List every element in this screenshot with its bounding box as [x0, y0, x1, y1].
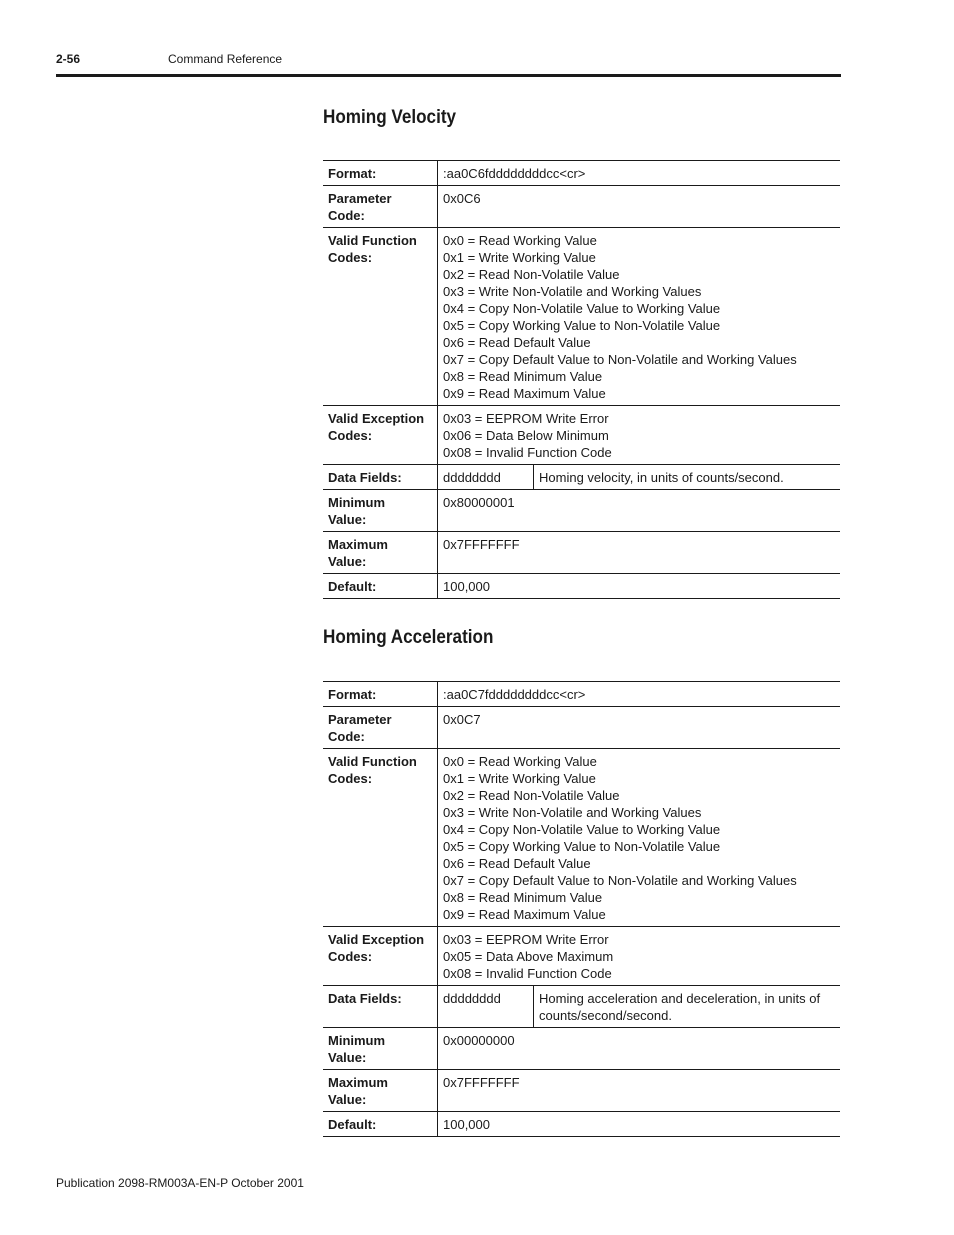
label-valid-function-codes: [323, 228, 438, 406]
publication-footer: Publication 2098-RM003A-EN-P October 2001: [56, 1176, 304, 1190]
exception-code-item: 0x03 = EEPROM Write Error: [443, 932, 609, 947]
function-code-item: 0x6 = Read Default Value: [443, 856, 591, 871]
label-format: Format:: [323, 682, 438, 707]
table-row-minimum-value: [323, 1028, 840, 1070]
label-line: Value:: [328, 1050, 367, 1065]
value-format: :aa0C7fddddddddcc<cr>: [438, 682, 841, 707]
function-code-item: 0x9 = Read Maximum Value: [443, 386, 606, 401]
table-row-valid-function-codes: [323, 228, 840, 406]
data-field-description: Homing acceleration and deceleration, in units of counts/second/second.: [534, 986, 841, 1028]
label-parameter-code: [323, 707, 438, 749]
label-line: Valid Function: [328, 754, 417, 769]
label-maximum-value: [323, 532, 438, 574]
function-code-item: 0x3 = Write Non-Volatile and Working Values: [443, 284, 702, 299]
table-row-maximum-value: [323, 1070, 840, 1112]
function-code-item: 0x4 = Copy Non-Volatile Value to Working Value: [443, 301, 721, 316]
label-line: Maximum: [328, 1075, 388, 1090]
function-code-item: 0x2 = Read Non-Volatile Value: [443, 788, 620, 803]
label-line: Codes:: [328, 949, 373, 964]
data-field-value: dddddddd: [438, 465, 534, 490]
table-row-valid-exception-codes: [323, 406, 840, 465]
table-row-maximum-value: [323, 532, 840, 574]
data-field-value: dddddddd: [438, 986, 534, 1028]
exception-code-item: 0x06 = Data Below Minimum: [443, 428, 609, 443]
data-field-description: Homing velocity, in units of counts/second.: [534, 465, 841, 490]
label-line: Code:: [328, 208, 365, 223]
function-code-item: 0x8 = Read Minimum Value: [443, 890, 603, 905]
label-parameter-code: [323, 186, 438, 228]
table-row-valid-exception-codes: [323, 927, 840, 986]
function-code-item: 0x5 = Copy Working Value to Non-Volatile Value: [443, 318, 721, 333]
function-code-item: 0x7 = Copy Default Value to Non-Volatile and Working Values: [443, 873, 797, 888]
table-row-format: [323, 682, 840, 707]
label-line: Codes:: [328, 250, 373, 265]
label-line: Maximum: [328, 537, 388, 552]
function-code-item: 0x0 = Read Working Value: [443, 233, 597, 248]
value-valid-function-codes: [438, 749, 841, 927]
value-valid-exception-codes: [438, 927, 841, 986]
table-row-parameter-code: [323, 707, 840, 749]
table-row-minimum-value: [323, 490, 840, 532]
function-code-item: 0x9 = Read Maximum Value: [443, 907, 606, 922]
section-heading-homing-acceleration: Homing Acceleration: [323, 627, 494, 648]
exception-code-item: 0x03 = EEPROM Write Error: [443, 411, 609, 426]
value-maximum-value: 0x7FFFFFFF: [438, 1070, 841, 1112]
label-line: Codes:: [328, 428, 373, 443]
parameter-table-homing-acceleration: [323, 681, 840, 1137]
value-maximum-value: 0x7FFFFFFF: [438, 532, 841, 574]
label-line: Code:: [328, 729, 365, 744]
label-line: Value:: [328, 512, 367, 527]
exception-code-item: 0x05 = Data Above Maximum: [443, 949, 614, 964]
label-line: Valid Function: [328, 233, 417, 248]
exception-code-item: 0x08 = Invalid Function Code: [443, 966, 612, 981]
value-valid-function-codes: [438, 228, 841, 406]
label-minimum-value: [323, 1028, 438, 1070]
label-valid-exception-codes: [323, 406, 438, 465]
value-parameter-code: 0x0C7: [438, 707, 841, 749]
value-minimum-value: 0x00000000: [438, 1028, 841, 1070]
label-data-fields: Data Fields:: [323, 986, 438, 1028]
function-code-item: 0x1 = Write Working Value: [443, 250, 596, 265]
function-code-item: 0x0 = Read Working Value: [443, 754, 597, 769]
function-code-item: 0x3 = Write Non-Volatile and Working Values: [443, 805, 702, 820]
value-default: 100,000: [438, 1112, 841, 1137]
table-row-parameter-code: [323, 186, 840, 228]
section-heading-homing-velocity: Homing Velocity: [323, 107, 457, 128]
label-line: Valid Exception: [328, 932, 425, 947]
page-header: [56, 52, 841, 70]
function-code-item: 0x4 = Copy Non-Volatile Value to Working Value: [443, 822, 721, 837]
value-valid-exception-codes: [438, 406, 841, 465]
function-code-item: 0x2 = Read Non-Volatile Value: [443, 267, 620, 282]
function-code-item: 0x7 = Copy Default Value to Non-Volatile and Working Values: [443, 352, 797, 367]
label-maximum-value: [323, 1070, 438, 1112]
table-row-format: [323, 161, 840, 186]
label-line: Value:: [328, 1092, 367, 1107]
parameter-table-homing-velocity: [323, 160, 840, 599]
table-row-default: [323, 574, 840, 599]
header-rule: [56, 74, 841, 77]
table-row-default: [323, 1112, 840, 1137]
value-parameter-code: 0x0C6: [438, 186, 841, 228]
table-row-data-fields: [323, 465, 840, 490]
value-format: :aa0C6fddddddddcc<cr>: [438, 161, 841, 186]
label-default: Default:: [323, 574, 438, 599]
value-default: 100,000: [438, 574, 841, 599]
label-line: Parameter: [328, 712, 392, 727]
label-valid-function-codes: [323, 749, 438, 927]
running-title: Command Reference: [168, 52, 283, 66]
label-default: Default:: [323, 1112, 438, 1137]
label-minimum-value: [323, 490, 438, 532]
label-line: Value:: [328, 554, 367, 569]
label-data-fields: Data Fields:: [323, 465, 438, 490]
function-code-item: 0x1 = Write Working Value: [443, 771, 596, 786]
table-row-data-fields: [323, 986, 840, 1028]
label-line: Minimum: [328, 495, 386, 510]
label-valid-exception-codes: [323, 927, 438, 986]
label-line: Codes:: [328, 771, 373, 786]
page-number: 2-56: [56, 52, 81, 66]
value-minimum-value: 0x80000001: [438, 490, 841, 532]
label-line: Valid Exception: [328, 411, 425, 426]
function-code-item: 0x8 = Read Minimum Value: [443, 369, 603, 384]
table-row-valid-function-codes: [323, 749, 840, 927]
label-line: Parameter: [328, 191, 392, 206]
function-code-item: 0x6 = Read Default Value: [443, 335, 591, 350]
exception-code-item: 0x08 = Invalid Function Code: [443, 445, 612, 460]
function-code-item: 0x5 = Copy Working Value to Non-Volatile Value: [443, 839, 721, 854]
label-line: Minimum: [328, 1033, 386, 1048]
label-format: Format:: [323, 161, 438, 186]
